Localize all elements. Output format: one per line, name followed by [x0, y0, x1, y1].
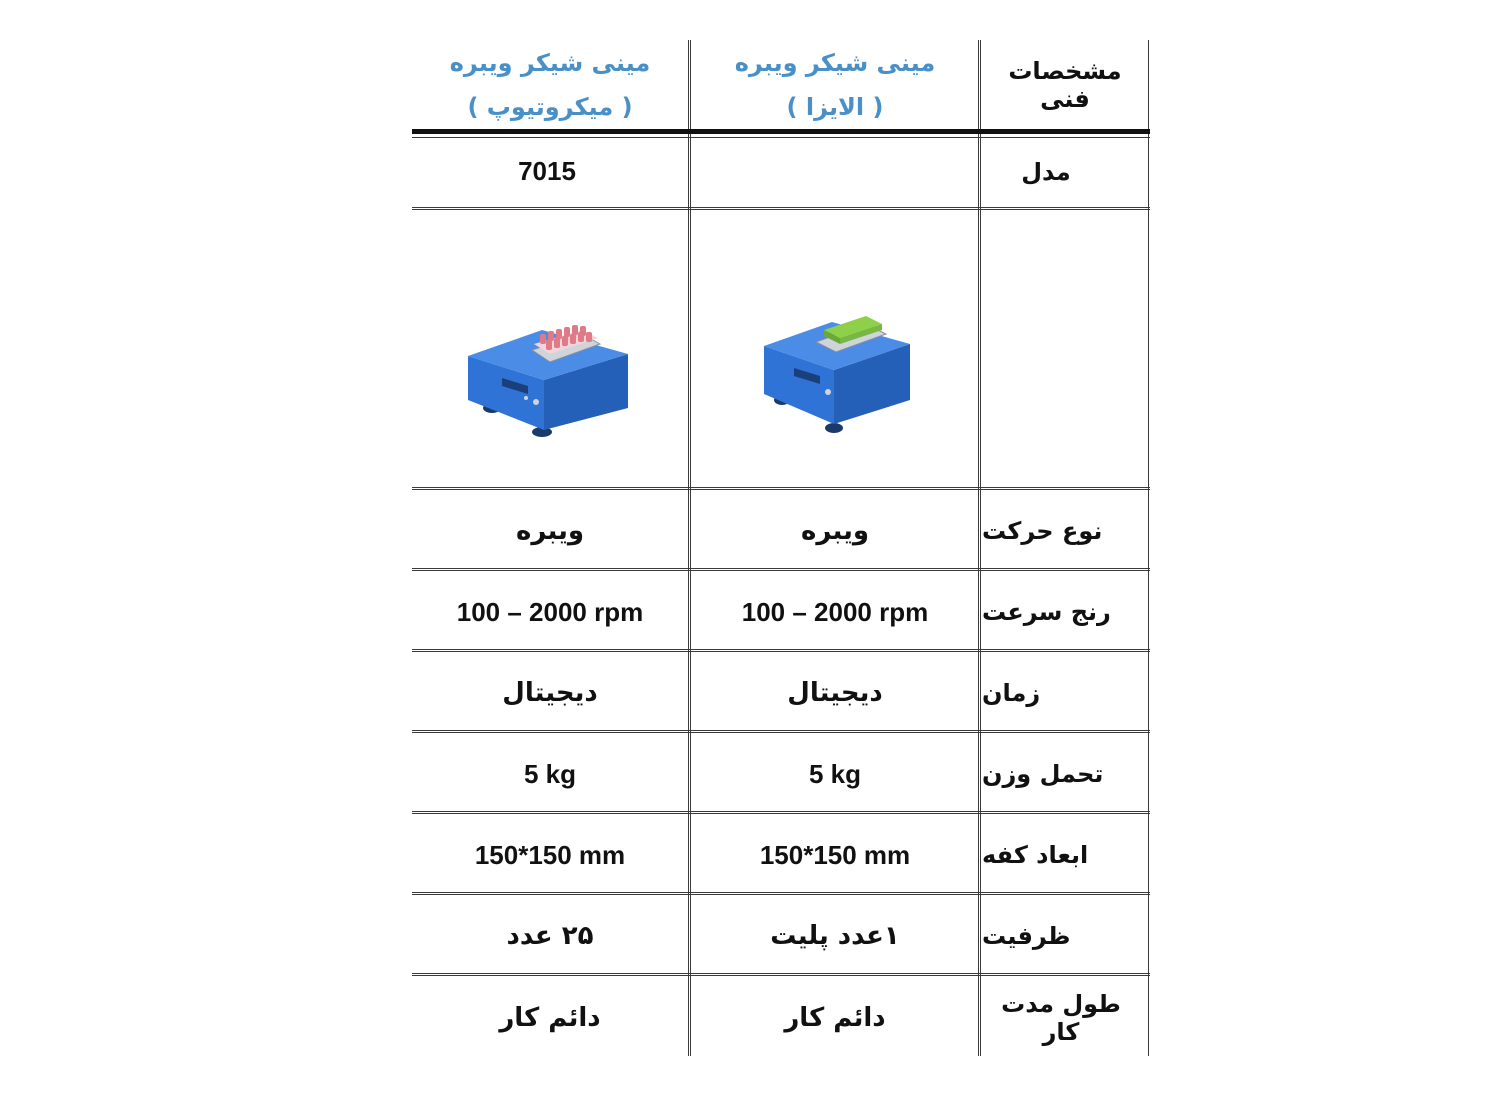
spec-table — [412, 40, 1150, 1056]
row-divider — [412, 892, 1150, 895]
microtube-platform-value: 150*150 mm — [474, 839, 626, 870]
model-label: مدل — [1021, 157, 1071, 186]
table-right-border — [1148, 40, 1150, 1056]
microtube-speed-value: 100 – 2000 rpm — [456, 596, 644, 627]
row-divider — [412, 649, 1150, 652]
row-divider — [412, 730, 1150, 733]
microtube-shaker-icon — [464, 290, 640, 442]
header-microtube-line1: مینی شیکر ویبره — [449, 48, 651, 77]
microtube-capacity-value: ۲۵ عدد — [506, 921, 594, 951]
speed-range-label: رنج سرعت — [982, 598, 1111, 626]
motion-type-label: نوع حرکت — [982, 517, 1103, 545]
elisa-load-value: 5 kg — [808, 758, 862, 789]
row-divider — [412, 568, 1150, 571]
elisa-speed-value: 100 – 2000 rpm — [741, 596, 929, 627]
header-elisa-line1: مینی شیکر ویبره — [734, 48, 936, 77]
elisa-capacity-value: ۱عدد پلیت — [770, 921, 900, 951]
row-divider — [412, 207, 1150, 210]
column-divider — [688, 40, 691, 1056]
microtube-time-value: دیجیتال — [502, 678, 598, 708]
column-divider — [978, 40, 981, 1056]
header-spec-label: مشخصات فنی — [1008, 56, 1122, 113]
row-divider — [412, 811, 1150, 814]
model-value: 7015 — [518, 156, 576, 186]
time-label: زمان — [982, 679, 1041, 707]
platform-size-label: ابعاد کفه — [982, 841, 1089, 869]
header-microtube-line2: ( میکروتیوپ ) — [467, 92, 633, 121]
microtube-load-value: 5 kg — [523, 758, 577, 789]
elisa-motion-value: ویبره — [800, 516, 870, 546]
row-divider — [412, 973, 1150, 976]
capacity-label: ظرفیت — [982, 922, 1071, 950]
microtube-motion-value: ویبره — [515, 516, 585, 546]
elisa-platform-value: 150*150 mm — [759, 839, 911, 870]
microtube-duty-value: دائم کار — [499, 1003, 601, 1033]
duty-cycle-label: طول مدت کار — [1001, 990, 1121, 1046]
elisa-duty-value: دائم کار — [784, 1003, 886, 1033]
elisa-time-value: دیجیتال — [787, 678, 883, 708]
elisa-shaker-icon — [762, 288, 918, 438]
header-microtube-title — [412, 40, 688, 129]
load-capacity-label: تحمل وزن — [982, 760, 1104, 788]
header-elisa-line2: ( الایزا ) — [786, 92, 884, 121]
header-elisa-title — [692, 40, 978, 129]
row-divider — [412, 487, 1150, 490]
